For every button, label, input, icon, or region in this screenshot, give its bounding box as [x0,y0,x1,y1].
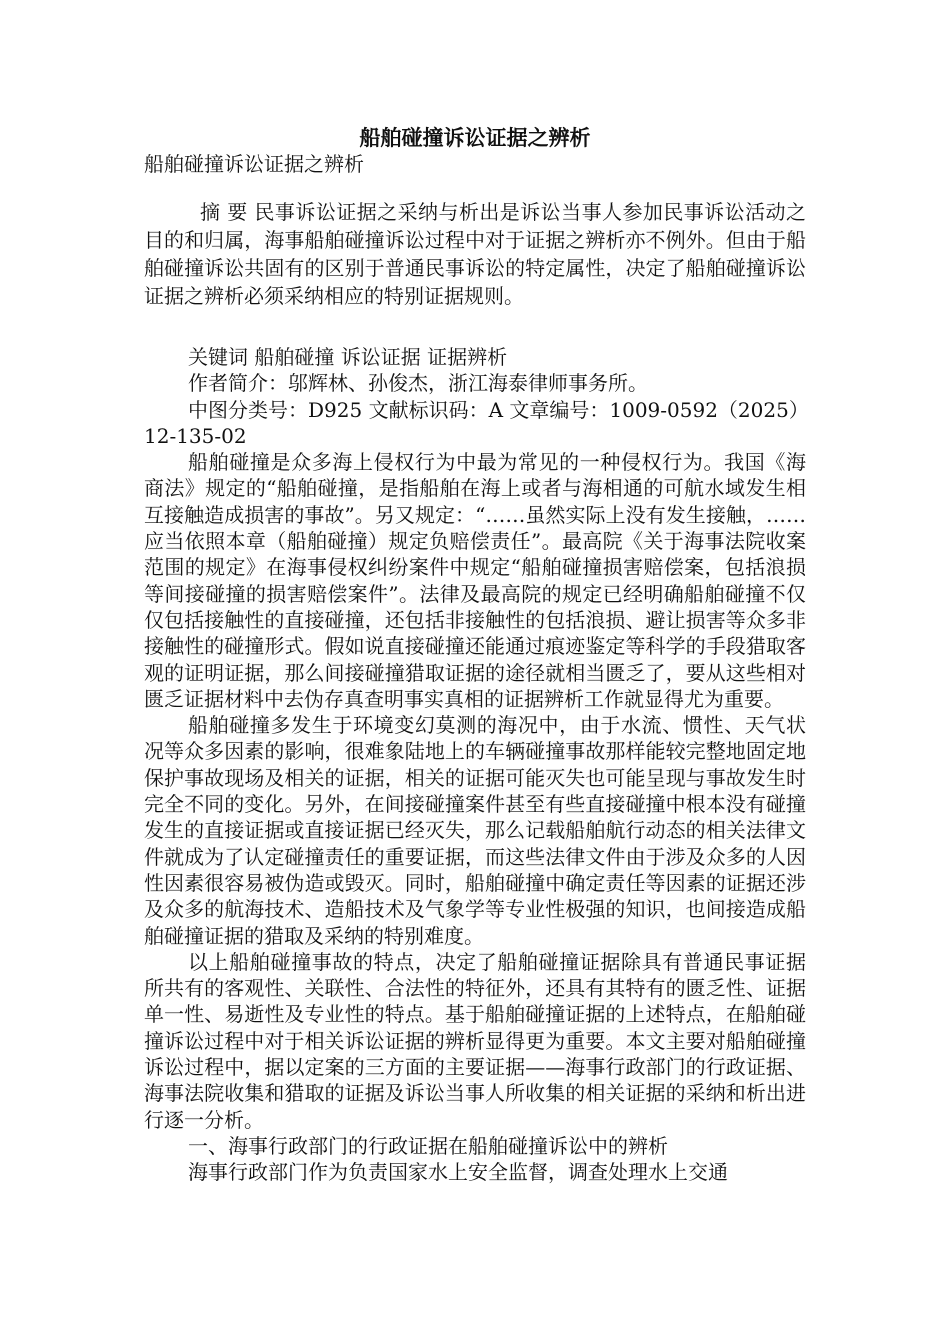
body-paragraph: 船舶碰撞是众多海上侵权行为中最为常见的一种侵权行为。我国《海商法》规定的“船舶碰撞，是指船舶在海上或者与海相通的可航水域发生相互接触造成损害的事故”。另又规定：“……虽然实际上没有发生接触，……应当依照本章（船舶碰撞）规定负赔偿责任”。最高院《关于海事法院收案范围的规定》在海事侵权纠纷案件中规定“船舶碰撞损害赔偿案，包括浪损等间接碰撞的损害赔偿案件”。法律及最高院的规定已经明确船舶碰撞不仅仅包括接触性的直接碰撞，还包括非接触性的包括浪损、避让损害等众多非接触性的碰撞形式。假如说直接碰撞还能通过痕迹鉴定等科学的手段猎取客观的证明证据，那么间接碰撞猎取证据的途径就相当匮乏了，要从这些相对匮乏证据材料中去伪存真查明事实真相的证据辨析工作就显得尤为重要。 [144,450,806,711]
body-paragraph: 以上船舶碰撞事故的特点，决定了船舶碰撞证据除具有普通民事证据所共有的客观性、关联性、合法性的特征外，还具有其特有的匮乏性、证据单一性、易逝性及专业性的特点。基于船舶碰撞证据的上述特点，在船舶碰撞诉讼过程中对于相关诉讼证据的辨析显得更为重要。本文主要对船舶碰撞诉讼过程中，据以定案的三方面的主要证据——海事行政部门的行政证据、海事法院收集和猎取的证据及诉讼当事人所收集的相关证据的采纳和析出进行逐一分析。 [144,949,806,1132]
abstract-paragraph: 摘 要 民事诉讼证据之采纳与析出是诉讼当事人参加民事诉讼活动之目的和归属，海事船舶碰撞诉讼过程中对于证据之辨析亦不例外。但由于船舶碰撞诉讼共固有的区别于普通民事诉讼的特定属性，决定了船舶碰撞诉讼证据之辨析必须采纳相应的特别证据规则。 [144,200,806,308]
body-paragraph: 海事行政部门作为负责国家水上安全监督，调查处理水上交通 [188,1160,728,1185]
keywords-line: 关键词 船舶碰撞 诉讼证据 证据辨析 [188,345,508,369]
document-subtitle: 船舶碰撞诉讼证据之辨析 [144,152,364,176]
document-title: 船舶碰撞诉讼证据之辨析 [359,125,591,150]
section-heading: 一、海事行政部门的行政证据在船舶碰撞诉讼中的辨析 [188,1133,668,1158]
classification-line: 中图分类号：D925 文献标识码：A 文章编号：1009-0592（2025）12-135-02 [144,397,799,448]
author-line: 作者简介：邬辉林、孙俊杰，浙江海泰律师事务所。 [188,371,648,396]
body-paragraph: 船舶碰撞多发生于环境变幻莫测的海况中，由于水流、惯性、天气状况等众多因素的影响，很难象陆地上的车辆碰撞事故那样能较完整地固定地保护事故现场及相关的证据，相关的证据可能灭失也可能呈现与事故发生时完全不同的变化。另外，在间接碰撞案件甚至有些直接碰撞中根本没有碰撞发生的直接证据或直接证据已经灭失，那么记载船舶航行动态的相关法律文件就成为了认定碰撞责任的重要证据，而这些法律文件由于涉及众多的人因性因素很容易被伪造或毁灭。同时，船舶碰撞中确定责任等因素的证据还涉及众多的航海技术、造船技术及气象学等专业性极强的知识，也间接造成船舶碰撞证据的猎取及采纳的特别难度。 [144,713,806,948]
article-body [144,344,806,1186]
